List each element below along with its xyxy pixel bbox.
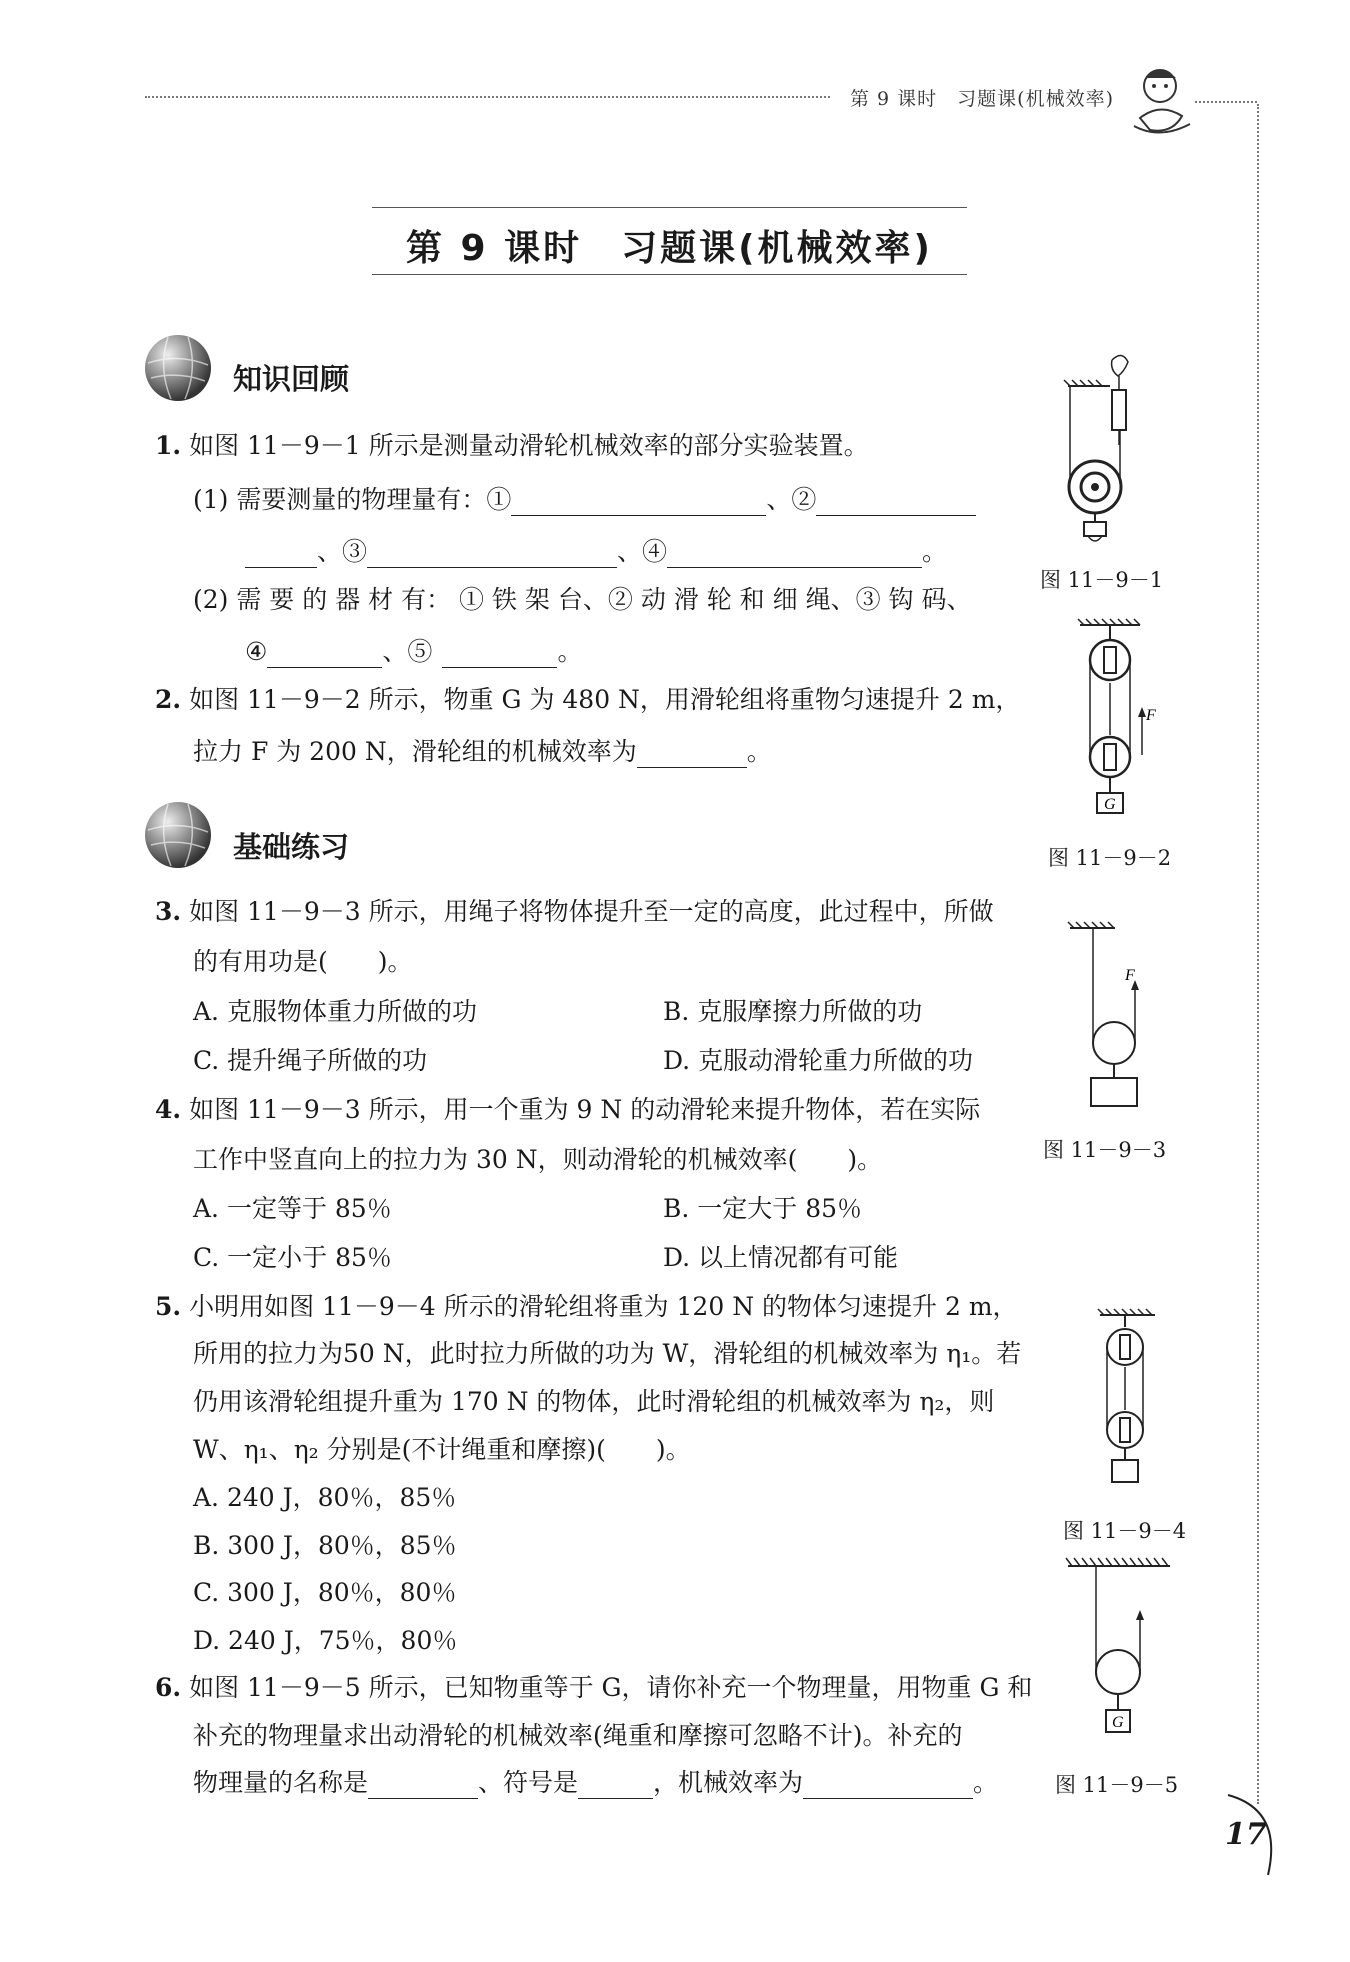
q3-line2: 的有用功是( )。 xyxy=(193,947,413,976)
q6-text-3c: ，机械效率为 xyxy=(653,1768,804,1797)
q6-blank-symbol[interactable] xyxy=(578,1774,653,1799)
q5-line4: W、η₁、η₂ 分别是(不计绳重和摩擦)( )。 xyxy=(193,1435,691,1464)
figure-caption-11-9-2: 图 11－9－2 xyxy=(1048,846,1172,870)
q2-number: 2. xyxy=(155,685,182,714)
q6-blank-name[interactable] xyxy=(368,1774,478,1799)
figure-pulley-block-2 xyxy=(1085,1305,1185,1495)
globe-icon xyxy=(143,333,213,403)
section-title-practice: 基础练习 xyxy=(233,830,350,864)
q1-text: 如图 11－9－1 所示是测量动滑轮机械效率的部分实验装置。 xyxy=(189,431,869,460)
page-number: 17 xyxy=(1225,1817,1267,1852)
q1-blank-2b[interactable] xyxy=(245,543,317,568)
label-F: F xyxy=(1125,967,1135,984)
q1-part1-line2 xyxy=(245,536,947,568)
q1-part1-line1 xyxy=(193,484,976,516)
q4-number: 4. xyxy=(155,1095,182,1124)
q5-option-b[interactable]: B. 300 J，80％，85％ xyxy=(193,1531,457,1560)
q1-stem xyxy=(155,430,869,462)
q6-line2: 补充的物理量求出动滑轮的机械效率(绳重和摩擦可忽略不计)。补充的 xyxy=(193,1721,963,1750)
figure-pulley-spring-scale xyxy=(1050,350,1180,550)
q1-part2-line2 xyxy=(245,636,582,668)
q4-text-1: 如图 11－9－3 所示，用一个重为 9 N 的动滑轮来提升物体，若在实际 xyxy=(189,1095,981,1124)
figure-pulley-block xyxy=(1060,615,1170,825)
q1-part1-sep2: 、② xyxy=(766,485,817,514)
q5-line2: 所用的拉力为50 N，此时拉力所做的功为 W，滑轮组的机械效率为 η₁。若 xyxy=(193,1339,1022,1368)
q1-blank-2a[interactable] xyxy=(816,491,976,516)
q4-line2: 工作中竖直向上的拉力为 30 N，则动滑轮的机械效率( )。 xyxy=(193,1145,883,1174)
q5-line1 xyxy=(155,1291,1018,1323)
q1-part2-sep5: 、⑤ xyxy=(382,637,433,666)
q3-option-a[interactable]: A. 克服物体重力所做的功 xyxy=(193,997,477,1026)
q5-line3: 仍用该滑轮组提升重为 170 N 的物体，此时滑轮组的机械效率为 η₂，则 xyxy=(193,1387,995,1416)
q6-text-3b: 、符号是 xyxy=(478,1768,579,1797)
q6-text-3a: 物理量的名称是 xyxy=(193,1768,369,1797)
header-dotted-line xyxy=(145,96,830,98)
q4-line1 xyxy=(155,1094,980,1126)
q1-part2-end: 。 xyxy=(557,637,583,666)
figure-caption-11-9-5: 图 11－9－5 xyxy=(1055,1773,1179,1797)
q3-text-1: 如图 11－9－3 所示，用绳子将物体提升至一定的高度，此过程中，所做 xyxy=(189,897,994,926)
mascot-icon xyxy=(1120,58,1200,138)
figure-caption-11-9-4: 图 11－9－4 xyxy=(1063,1519,1187,1543)
q2-text-1: 如图 11－9－2 所示，物重 G 为 480 N，用滑轮组将重物匀速提升 2 m， xyxy=(189,685,1021,714)
q3-number: 3. xyxy=(155,897,182,926)
q1-blank-6[interactable] xyxy=(442,643,557,668)
q6-line1 xyxy=(155,1672,1032,1704)
q1-part1-label: (1) 需要测量的物理量有：① xyxy=(193,485,512,514)
label-F: F xyxy=(1146,707,1156,724)
figure-caption-11-9-3: 图 11－9－3 xyxy=(1043,1138,1167,1162)
q6-text-1: 如图 11－9－5 所示，已知物重等于 G，请你补充一个物理量，用物重 G 和 xyxy=(189,1673,1033,1702)
q1-part2-line1: (2) 需 要 的 器 材 有： ① 铁 架 台、② 动 滑 轮 和 细 绳、③ 钩 码、 xyxy=(193,585,972,614)
q1-part2-circle4: ④ xyxy=(245,637,268,666)
q1-part1-sep4: 、④ xyxy=(617,537,668,566)
label-G: G xyxy=(1112,1714,1124,1731)
q1-blank-3[interactable] xyxy=(367,543,617,568)
q1-blank-4[interactable] xyxy=(667,543,922,568)
q2-line2 xyxy=(193,736,772,768)
q4-option-a[interactable]: A. 一定等于 85％ xyxy=(193,1194,392,1223)
page-margin-dotted-line xyxy=(1257,104,1259,1804)
q5-option-c[interactable]: C. 300 J，80％，80％ xyxy=(193,1578,457,1607)
q5-option-d[interactable]: D. 240 J，75％，80％ xyxy=(193,1626,458,1655)
q2-text-2: 拉力 F 为 200 N，滑轮组的机械效率为 xyxy=(193,737,637,766)
q2-blank[interactable] xyxy=(637,743,747,768)
q1-part1-end: 。 xyxy=(922,537,948,566)
q5-number: 5. xyxy=(155,1292,182,1321)
q5-text-1: 小明用如图 11－9－4 所示的滑轮组将重为 120 N 的物体匀速提升 2 m， xyxy=(189,1292,1018,1321)
q6-line3 xyxy=(193,1767,998,1799)
running-header: 第 9 课时 习题课(机械效率) xyxy=(850,88,1114,110)
q1-blank-5[interactable] xyxy=(267,643,382,668)
q4-option-b[interactable]: B. 一定大于 85％ xyxy=(663,1194,863,1223)
q3-option-d[interactable]: D. 克服动滑轮重力所做的功 xyxy=(663,1046,974,1075)
globe-icon xyxy=(143,800,213,870)
q6-blank-efficiency[interactable] xyxy=(803,1774,973,1799)
figure-movable-pulley-2 xyxy=(1060,1552,1180,1752)
header-dotted-line-right xyxy=(1195,101,1257,103)
q2-end: 。 xyxy=(746,737,772,766)
page-title: 第 9 课时 习题课(机械效率) xyxy=(405,228,934,269)
q2-line1 xyxy=(155,684,1020,716)
q6-number: 6. xyxy=(155,1673,182,1702)
q1-number: 1. xyxy=(155,431,182,460)
q1-blank-1[interactable] xyxy=(511,491,766,516)
q6-end: 。 xyxy=(973,1768,999,1797)
section-title-review: 知识回顾 xyxy=(233,362,350,396)
q3-option-c[interactable]: C. 提升绳子所做的功 xyxy=(193,1046,428,1075)
q4-option-c[interactable]: C. 一定小于 85％ xyxy=(193,1243,392,1272)
q5-option-a[interactable]: A. 240 J，80％，85％ xyxy=(193,1483,457,1512)
figure-caption-11-9-1: 图 11－9－1 xyxy=(1040,568,1164,592)
label-G: G xyxy=(1104,796,1116,813)
q1-part1-sep3: 、③ xyxy=(317,537,368,566)
q3-option-b[interactable]: B. 克服摩擦力所做的功 xyxy=(663,997,923,1026)
q3-line1 xyxy=(155,896,994,928)
q4-option-d[interactable]: D. 以上情况都有可能 xyxy=(663,1243,899,1272)
figure-movable-pulley xyxy=(1065,918,1175,1118)
